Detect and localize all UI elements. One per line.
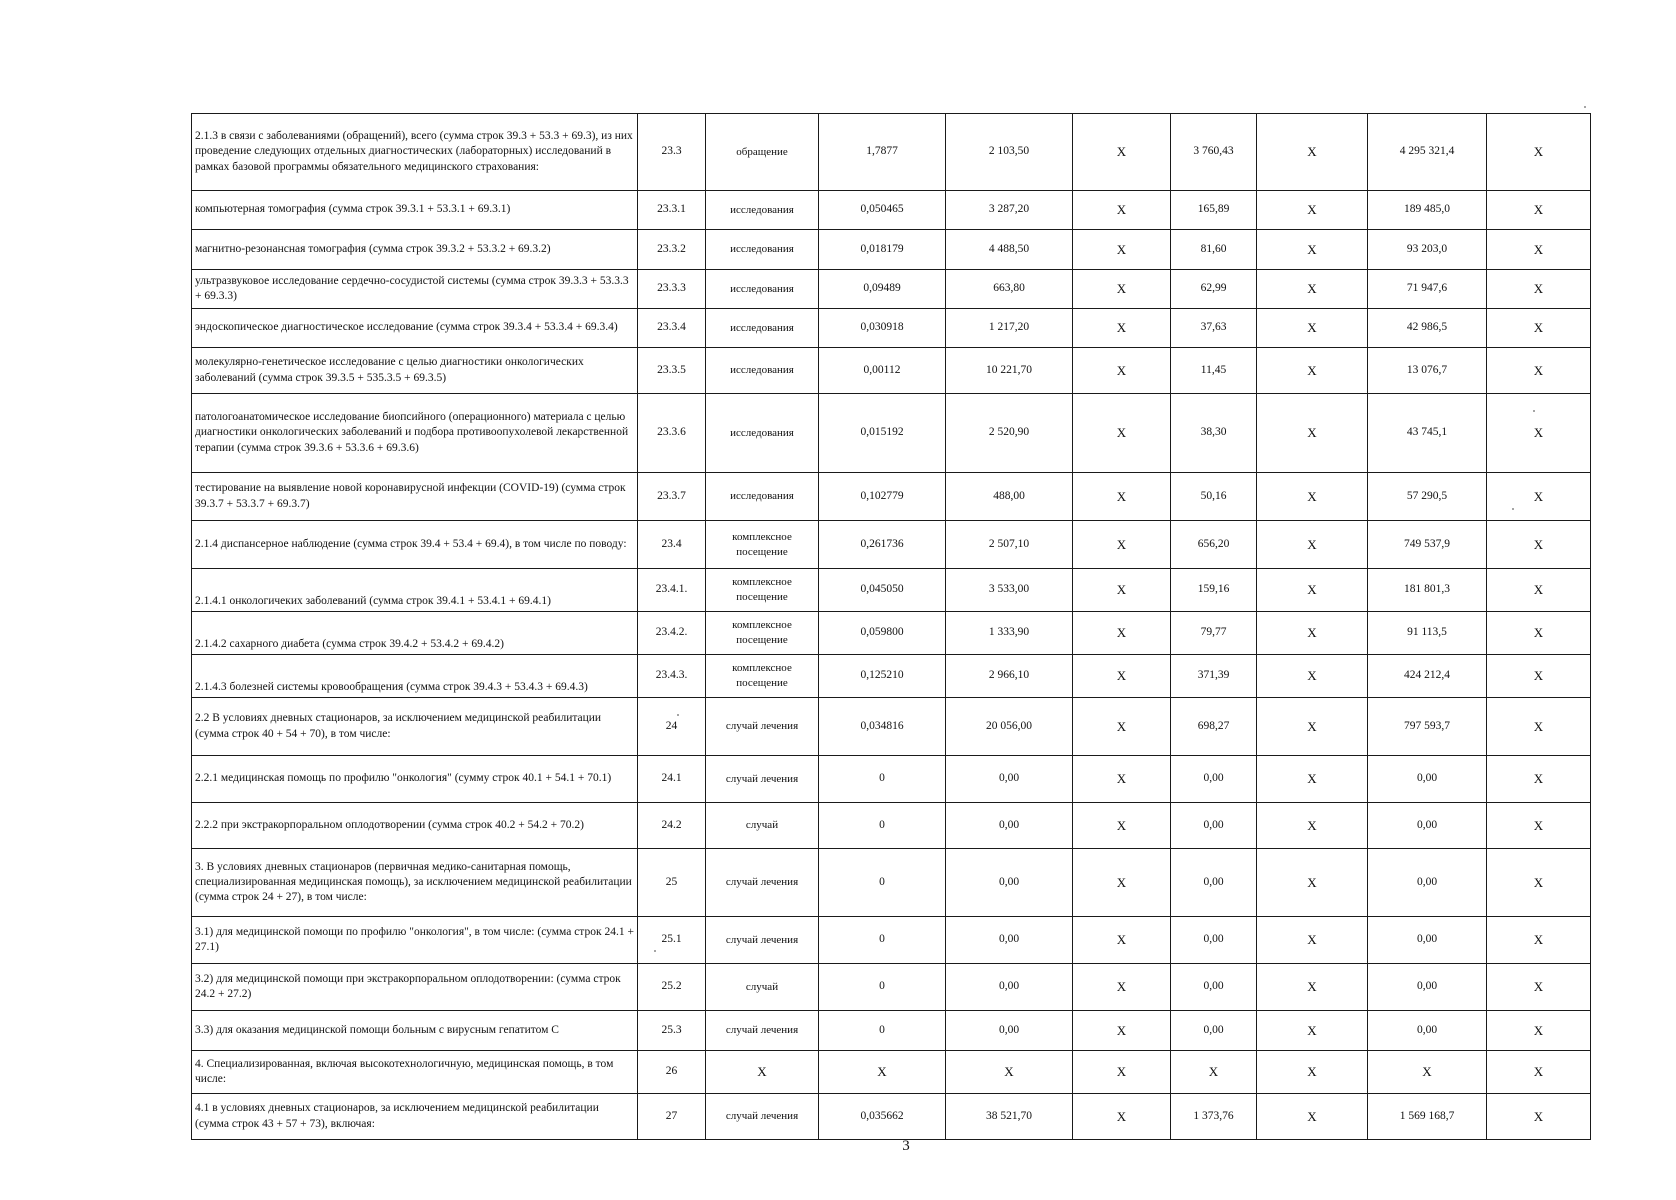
row-cost-per-unit: 1 217,20 xyxy=(946,309,1073,348)
row-col10: Х xyxy=(1487,1011,1591,1051)
row-total-amount: 0,00 xyxy=(1368,1011,1487,1051)
row-col8: Х xyxy=(1257,964,1368,1011)
row-total-amount: 71 947,6 xyxy=(1368,270,1487,309)
row-description: 3.1) для медицинской помощи по профилю "онкология", в том числе: (сумма строк 24.1 + 27.1) xyxy=(192,917,638,964)
row-per-capita: 656,20 xyxy=(1171,521,1257,569)
row-description: магнитно-резонансная томография (сумма строк 39.3.2 + 53.3.2 + 69.3.2) xyxy=(192,230,638,270)
row-unit: комплексное посещение xyxy=(706,569,819,612)
row-per-capita: 0,00 xyxy=(1171,1011,1257,1051)
row-col10: Х xyxy=(1487,756,1591,803)
row-cost-per-unit: 488,00 xyxy=(946,473,1073,521)
row-col10: Х xyxy=(1487,521,1591,569)
row-col6: Х xyxy=(1073,230,1171,270)
row-col6: Х xyxy=(1073,348,1171,394)
row-description: 4. Специализированная, включая высокотехнологичную, медицинская помощь, в том числе: xyxy=(192,1051,638,1094)
scan-speck xyxy=(1533,410,1535,412)
row-col6: Х xyxy=(1073,473,1171,521)
row-per-capita: 3 760,43 xyxy=(1171,114,1257,191)
row-volume-norm: 0,018179 xyxy=(819,230,946,270)
row-unit: исследования xyxy=(706,348,819,394)
row-col6: Х xyxy=(1073,849,1171,917)
row-unit: случай xyxy=(706,803,819,849)
row-col10: Х xyxy=(1487,849,1591,917)
row-total-amount: 91 113,5 xyxy=(1368,612,1487,655)
row-volume-norm: 0,030918 xyxy=(819,309,946,348)
row-description: компьютерная томография (сумма строк 39.3.1 + 53.3.1 + 69.3.1) xyxy=(192,191,638,230)
row-total-amount: 0,00 xyxy=(1368,964,1487,1011)
row-cost-per-unit: 0,00 xyxy=(946,849,1073,917)
row-col8: Х xyxy=(1257,394,1368,473)
row-per-capita: 50,16 xyxy=(1171,473,1257,521)
row-cost-per-unit: 38 521,70 xyxy=(946,1094,1073,1140)
row-cost-per-unit: 1 333,90 xyxy=(946,612,1073,655)
row-volume-norm: 0,00112 xyxy=(819,348,946,394)
row-description: 2.2.2 при экстракорпоральном оплодотворении (сумма строк 40.2 + 54.2 + 70.2) xyxy=(192,803,638,849)
row-description: 2.1.4.3 болезней системы кровообращения (сумма строк 39.4.3 + 53.4.3 + 69.4.3) xyxy=(192,655,638,698)
scan-speck xyxy=(1512,508,1514,510)
row-col6: Х xyxy=(1073,1051,1171,1094)
row-per-capita: 0,00 xyxy=(1171,917,1257,964)
row-col10: Х xyxy=(1487,394,1591,473)
row-per-capita: 1 373,76 xyxy=(1171,1094,1257,1140)
row-col6: Х xyxy=(1073,803,1171,849)
row-per-capita: 371,39 xyxy=(1171,655,1257,698)
row-total-amount: 1 569 168,7 xyxy=(1368,1094,1487,1140)
row-col8: Х xyxy=(1257,230,1368,270)
row-col6: Х xyxy=(1073,309,1171,348)
row-col10: Х xyxy=(1487,964,1591,1011)
row-volume-norm: 0 xyxy=(819,917,946,964)
row-cost-per-unit: 20 056,00 xyxy=(946,698,1073,756)
row-line-number: 23.3.7 xyxy=(638,473,706,521)
row-unit: исследования xyxy=(706,230,819,270)
row-per-capita: 37,63 xyxy=(1171,309,1257,348)
row-line-number: 23.4 xyxy=(638,521,706,569)
row-unit: случай лечения xyxy=(706,756,819,803)
scan-speck xyxy=(654,950,656,952)
table-row xyxy=(192,917,1591,964)
row-total-amount: 0,00 xyxy=(1368,917,1487,964)
row-line-number: 25.2 xyxy=(638,964,706,1011)
row-description: молекулярно-генетическое исследование с целью диагностики онкологических заболеваний (сумма строк 39.3.5 + 535.3.5 + 69.3.5) xyxy=(192,348,638,394)
row-col8: Х xyxy=(1257,612,1368,655)
row-per-capita: 0,00 xyxy=(1171,849,1257,917)
data-table xyxy=(191,113,1591,1140)
row-total-amount: 13 076,7 xyxy=(1368,348,1487,394)
table-row xyxy=(192,473,1591,521)
row-col10: Х xyxy=(1487,612,1591,655)
row-col8: Х xyxy=(1257,698,1368,756)
row-col8: Х xyxy=(1257,917,1368,964)
row-line-number: 25.1 xyxy=(638,917,706,964)
row-col6: Х xyxy=(1073,569,1171,612)
table-row xyxy=(192,394,1591,473)
row-col8: Х xyxy=(1257,309,1368,348)
row-line-number: 25.3 xyxy=(638,1011,706,1051)
row-col6: Х xyxy=(1073,698,1171,756)
table-row xyxy=(192,849,1591,917)
row-unit: комплексное посещение xyxy=(706,612,819,655)
row-unit: исследования xyxy=(706,309,819,348)
row-col10: Х xyxy=(1487,270,1591,309)
row-col6: Х xyxy=(1073,612,1171,655)
row-cost-per-unit: 0,00 xyxy=(946,803,1073,849)
row-line-number: 24.2 xyxy=(638,803,706,849)
row-per-capita: 81,60 xyxy=(1171,230,1257,270)
table-row xyxy=(192,309,1591,348)
row-volume-norm: 0,261736 xyxy=(819,521,946,569)
row-line-number: 23.3.2 xyxy=(638,230,706,270)
row-col10: Х xyxy=(1487,698,1591,756)
row-unit: случай лечения xyxy=(706,698,819,756)
row-col10: Х xyxy=(1487,655,1591,698)
row-cost-per-unit: 2 507,10 xyxy=(946,521,1073,569)
row-cost-per-unit: 0,00 xyxy=(946,1011,1073,1051)
row-per-capita: 165,89 xyxy=(1171,191,1257,230)
row-description: 2.1.4.2 сахарного диабета (сумма строк 39.4.2 + 53.4.2 + 69.4.2) xyxy=(192,612,638,655)
row-description: 3.3) для оказания медицинской помощи больным с вирусным гепатитом С xyxy=(192,1011,638,1051)
row-col10: Х xyxy=(1487,1094,1591,1140)
row-line-number: 24 xyxy=(638,698,706,756)
row-col8: Х xyxy=(1257,521,1368,569)
row-per-capita: 0,00 xyxy=(1171,803,1257,849)
row-description: 2.1.3 в связи с заболеваниями (обращений), всего (сумма строк 39.3 + 53.3 + 69.3), из них проведение следующих отдельных диагностических (лабораторных) исследований в рамках базовой программы обязательного медицинского страхования: xyxy=(192,114,638,191)
table-row xyxy=(192,1094,1591,1140)
row-line-number: 27 xyxy=(638,1094,706,1140)
row-per-capita: 0,00 xyxy=(1171,964,1257,1011)
row-col10: Х xyxy=(1487,114,1591,191)
row-col8: Х xyxy=(1257,1094,1368,1140)
row-col8: Х xyxy=(1257,191,1368,230)
row-line-number: 26 xyxy=(638,1051,706,1094)
row-description: тестирование на выявление новой коронавирусной инфекции (COVID-19) (сумма строк 39.3.7 + 53.3.7 + 69.3.7) xyxy=(192,473,638,521)
row-unit: исследования xyxy=(706,191,819,230)
row-total-amount: 189 485,0 xyxy=(1368,191,1487,230)
row-unit: случай лечения xyxy=(706,1011,819,1051)
table-row xyxy=(192,521,1591,569)
row-cost-per-unit: 3 287,20 xyxy=(946,191,1073,230)
table-row xyxy=(192,964,1591,1011)
row-description: эндоскопическое диагностическое исследование (сумма строк 39.3.4 + 53.3.4 + 69.3.4) xyxy=(192,309,638,348)
row-description: ультразвуковое исследование сердечно-сосудистой системы (сумма строк 39.3.3 + 53.3.3 + 69.3.3) xyxy=(192,270,638,309)
row-total-amount: 0,00 xyxy=(1368,849,1487,917)
row-total-amount: 4 295 321,4 xyxy=(1368,114,1487,191)
row-per-capita: 159,16 xyxy=(1171,569,1257,612)
row-total-amount: Х xyxy=(1368,1051,1487,1094)
row-line-number: 23.4.1. xyxy=(638,569,706,612)
row-col8: Х xyxy=(1257,1051,1368,1094)
row-volume-norm: 0 xyxy=(819,756,946,803)
scan-speck xyxy=(1584,106,1586,108)
row-per-capita: 62,99 xyxy=(1171,270,1257,309)
row-per-capita: 698,27 xyxy=(1171,698,1257,756)
row-col8: Х xyxy=(1257,655,1368,698)
row-line-number: 23.3.3 xyxy=(638,270,706,309)
row-description: 2.2 В условиях дневных стационаров, за исключением медицинской реабилитации (сумма строк 40 + 54 + 70), в том числе: xyxy=(192,698,638,756)
table-row xyxy=(192,655,1591,698)
row-col8: Х xyxy=(1257,569,1368,612)
row-cost-per-unit: 3 533,00 xyxy=(946,569,1073,612)
row-col10: Х xyxy=(1487,1051,1591,1094)
row-description: 3. В условиях дневных стационаров (первичная медико-санитарная помощь, специализированная медицинская помощь), за исключением медицинской реабилитации (сумма строк 24 + 27), в том числе: xyxy=(192,849,638,917)
row-line-number: 24.1 xyxy=(638,756,706,803)
table-row xyxy=(192,191,1591,230)
row-col8: Х xyxy=(1257,348,1368,394)
row-description: 4.1 в условиях дневных стационаров, за исключением медицинской реабилитации (сумма строк 43 + 57 + 73), включая: xyxy=(192,1094,638,1140)
row-unit: исследования xyxy=(706,270,819,309)
row-total-amount: 424 212,4 xyxy=(1368,655,1487,698)
row-unit: случай лечения xyxy=(706,917,819,964)
row-per-capita: Х xyxy=(1171,1051,1257,1094)
row-unit: случай лечения xyxy=(706,1094,819,1140)
row-unit: исследования xyxy=(706,394,819,473)
row-col6: Х xyxy=(1073,394,1171,473)
row-cost-per-unit: 0,00 xyxy=(946,756,1073,803)
row-volume-norm: 0,045050 xyxy=(819,569,946,612)
row-volume-norm: 0 xyxy=(819,1011,946,1051)
row-line-number: 23.3.5 xyxy=(638,348,706,394)
row-col8: Х xyxy=(1257,849,1368,917)
row-line-number: 25 xyxy=(638,849,706,917)
table-row xyxy=(192,1011,1591,1051)
row-col6: Х xyxy=(1073,917,1171,964)
row-unit: комплексное посещение xyxy=(706,521,819,569)
row-col10: Х xyxy=(1487,569,1591,612)
row-cost-per-unit: 663,80 xyxy=(946,270,1073,309)
row-cost-per-unit: Х xyxy=(946,1051,1073,1094)
table-row xyxy=(192,270,1591,309)
row-col6: Х xyxy=(1073,114,1171,191)
table-row xyxy=(192,569,1591,612)
row-col6: Х xyxy=(1073,521,1171,569)
row-col8: Х xyxy=(1257,114,1368,191)
row-total-amount: 749 537,9 xyxy=(1368,521,1487,569)
row-col6: Х xyxy=(1073,756,1171,803)
row-col8: Х xyxy=(1257,756,1368,803)
row-per-capita: 0,00 xyxy=(1171,756,1257,803)
table-row xyxy=(192,348,1591,394)
row-col6: Х xyxy=(1073,1011,1171,1051)
row-col10: Х xyxy=(1487,230,1591,270)
row-description: патологоанатомическое исследование биопсийного (операционного) материала с целью диагностики онкологических заболеваний и подбора противоопухолевой лекарственной терапии (сумма строк 39.3.6 + 53.3.6 + 69.3.6) xyxy=(192,394,638,473)
row-description: 3.2) для медицинской помощи при экстракорпоральном оплодотворении: (сумма строк 24.2 + 27.2) xyxy=(192,964,638,1011)
row-cost-per-unit: 0,00 xyxy=(946,917,1073,964)
row-line-number: 23.4.2. xyxy=(638,612,706,655)
row-unit: комплексное посещение xyxy=(706,655,819,698)
row-col8: Х xyxy=(1257,803,1368,849)
row-total-amount: 0,00 xyxy=(1368,803,1487,849)
row-volume-norm: 0,059800 xyxy=(819,612,946,655)
row-total-amount: 57 290,5 xyxy=(1368,473,1487,521)
row-unit: случай лечения xyxy=(706,849,819,917)
row-volume-norm: 0,125210 xyxy=(819,655,946,698)
row-col10: Х xyxy=(1487,348,1591,394)
table-body xyxy=(192,114,1591,1140)
row-volume-norm: 0,015192 xyxy=(819,394,946,473)
row-total-amount: 93 203,0 xyxy=(1368,230,1487,270)
row-col10: Х xyxy=(1487,803,1591,849)
row-col8: Х xyxy=(1257,1011,1368,1051)
row-col6: Х xyxy=(1073,655,1171,698)
row-line-number: 23.4.3. xyxy=(638,655,706,698)
row-volume-norm: 1,7877 xyxy=(819,114,946,191)
row-volume-norm: 0,09489 xyxy=(819,270,946,309)
row-unit: Х xyxy=(706,1051,819,1094)
row-unit: исследования xyxy=(706,473,819,521)
row-volume-norm: 0,102779 xyxy=(819,473,946,521)
row-volume-norm: 0,034816 xyxy=(819,698,946,756)
table-row xyxy=(192,803,1591,849)
row-col10: Х xyxy=(1487,309,1591,348)
row-total-amount: 42 986,5 xyxy=(1368,309,1487,348)
row-col10: Х xyxy=(1487,191,1591,230)
row-line-number: 23.3.4 xyxy=(638,309,706,348)
row-cost-per-unit: 2 520,90 xyxy=(946,394,1073,473)
row-col10: Х xyxy=(1487,917,1591,964)
row-volume-norm: Х xyxy=(819,1051,946,1094)
row-col6: Х xyxy=(1073,1094,1171,1140)
table-row xyxy=(192,612,1591,655)
row-volume-norm: 0 xyxy=(819,849,946,917)
table-row xyxy=(192,756,1591,803)
row-unit: случай xyxy=(706,964,819,1011)
row-cost-per-unit: 10 221,70 xyxy=(946,348,1073,394)
row-total-amount: 0,00 xyxy=(1368,756,1487,803)
row-line-number: 23.3.6 xyxy=(638,394,706,473)
row-description: 2.2.1 медицинская помощь по профилю "онкология" (сумму строк 40.1 + 54.1 + 70.1) xyxy=(192,756,638,803)
row-total-amount: 181 801,3 xyxy=(1368,569,1487,612)
row-col6: Х xyxy=(1073,964,1171,1011)
row-line-number: 23.3.1 xyxy=(638,191,706,230)
table-row xyxy=(192,1051,1591,1094)
row-cost-per-unit: 2 966,10 xyxy=(946,655,1073,698)
row-col10: Х xyxy=(1487,473,1591,521)
row-description: 2.1.4 диспансерное наблюдение (сумма строк 39.4 + 53.4 + 69.4), в том числе по поводу: xyxy=(192,521,638,569)
table-row xyxy=(192,698,1591,756)
row-volume-norm: 0 xyxy=(819,803,946,849)
row-line-number: 23.3 xyxy=(638,114,706,191)
table-row xyxy=(192,230,1591,270)
table-row xyxy=(192,114,1591,191)
row-per-capita: 38,30 xyxy=(1171,394,1257,473)
row-col8: Х xyxy=(1257,473,1368,521)
row-volume-norm: 0,050465 xyxy=(819,191,946,230)
row-volume-norm: 0 xyxy=(819,964,946,1011)
row-unit: обращение xyxy=(706,114,819,191)
page-number: 3 xyxy=(902,1138,910,1154)
row-cost-per-unit: 4 488,50 xyxy=(946,230,1073,270)
row-cost-per-unit: 0,00 xyxy=(946,964,1073,1011)
scan-speck xyxy=(677,714,679,716)
row-col6: Х xyxy=(1073,191,1171,230)
row-description: 2.1.4.1 онкологичеких заболеваний (сумма строк 39.4.1 + 53.4.1 + 69.4.1) xyxy=(192,569,638,612)
row-col6: Х xyxy=(1073,270,1171,309)
row-total-amount: 797 593,7 xyxy=(1368,698,1487,756)
row-cost-per-unit: 2 103,50 xyxy=(946,114,1073,191)
row-col8: Х xyxy=(1257,270,1368,309)
row-volume-norm: 0,035662 xyxy=(819,1094,946,1140)
row-total-amount: 43 745,1 xyxy=(1368,394,1487,473)
row-per-capita: 11,45 xyxy=(1171,348,1257,394)
row-per-capita: 79,77 xyxy=(1171,612,1257,655)
